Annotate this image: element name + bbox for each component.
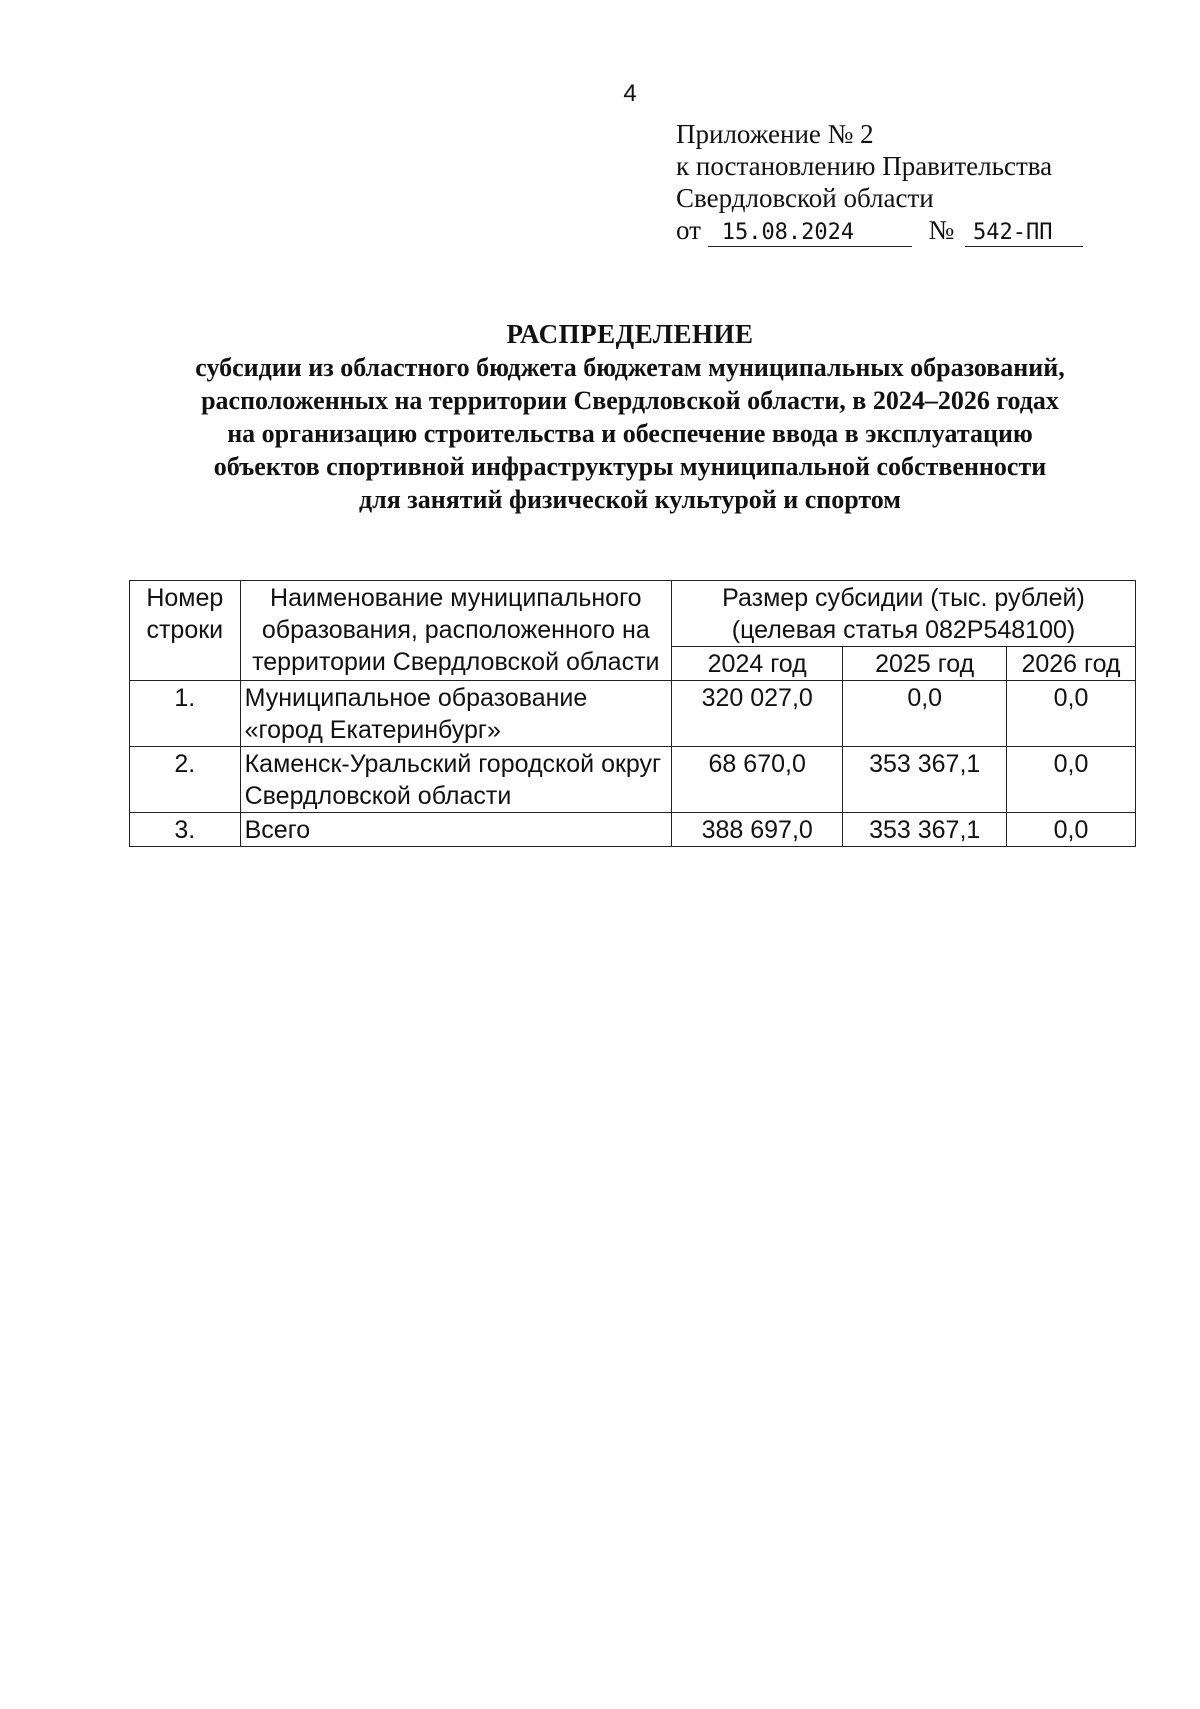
- appendix-line-3: Свердловской области: [676, 183, 934, 213]
- row-value-2025: 0,0: [843, 681, 1007, 747]
- table-row: [130, 747, 1136, 813]
- page-number: 4: [623, 80, 637, 107]
- row-value-2026: 0,0: [1006, 747, 1135, 813]
- title-line-2: расположенных на территории Свердловской области, в 2024–2026 годах: [201, 386, 1059, 415]
- decree-date: 15.08.2024: [708, 220, 912, 247]
- row-value-2025: 353 367,1: [843, 747, 1007, 813]
- title-line-1: субсидии из областного бюджета бюджетам муниципальных образований,: [195, 353, 1065, 382]
- appendix-reference: [676, 214, 1083, 247]
- table-row: [130, 681, 1136, 747]
- row-name: Каменск-Уральский городской округ Свердловской области: [240, 747, 671, 813]
- title-main: РАСПРЕДЕЛЕНИЕ: [506, 319, 754, 349]
- table-total-row: [130, 813, 1136, 847]
- row-number: 1.: [130, 681, 241, 747]
- row-value-2024: 388 697,0: [671, 813, 842, 847]
- row-value-2025: 353 367,1: [843, 813, 1007, 847]
- title-line-5: для занятий физической культурой и спортом: [358, 485, 902, 514]
- title-line-3: на организацию строительства и обеспечение ввода в эксплуатацию: [227, 419, 1033, 448]
- header-year-2024: 2024 год: [671, 647, 842, 681]
- row-value-2024: 320 027,0: [671, 681, 842, 747]
- from-label: от: [676, 215, 701, 245]
- table-header-row: [130, 581, 1136, 647]
- appendix-line-1: Приложение № 2: [676, 119, 874, 149]
- row-value-2024: 68 670,0: [671, 747, 842, 813]
- appendix-line-2: к постановлению Правительства: [676, 151, 1053, 181]
- row-value-2026: 0,0: [1006, 681, 1135, 747]
- title-line-4: объектов спортивной инфраструктуры муниципальной собственности: [213, 452, 1047, 481]
- appendix-header: [676, 118, 1083, 247]
- document-title: [0, 318, 1200, 516]
- header-number: Номер строки: [130, 581, 241, 681]
- row-name: Муниципальное образование «город Екатеринбург»: [240, 681, 671, 747]
- number-label: №: [928, 215, 955, 245]
- header-name: Наименование муниципального образования, расположенного на территории Свердловской области: [240, 581, 671, 681]
- row-name: Всего: [240, 813, 671, 847]
- row-number: 3.: [130, 813, 241, 847]
- header-year-2026: 2026 год: [1006, 647, 1135, 681]
- subsidy-table: [129, 580, 1136, 847]
- row-number: 2.: [130, 747, 241, 813]
- header-year-2025: 2025 год: [843, 647, 1007, 681]
- row-value-2026: 0,0: [1006, 813, 1135, 847]
- decree-number: 542-ПП: [965, 220, 1083, 247]
- header-amount: Размер субсидии (тыс. рублей) (целевая статья 082P548100): [671, 581, 1135, 647]
